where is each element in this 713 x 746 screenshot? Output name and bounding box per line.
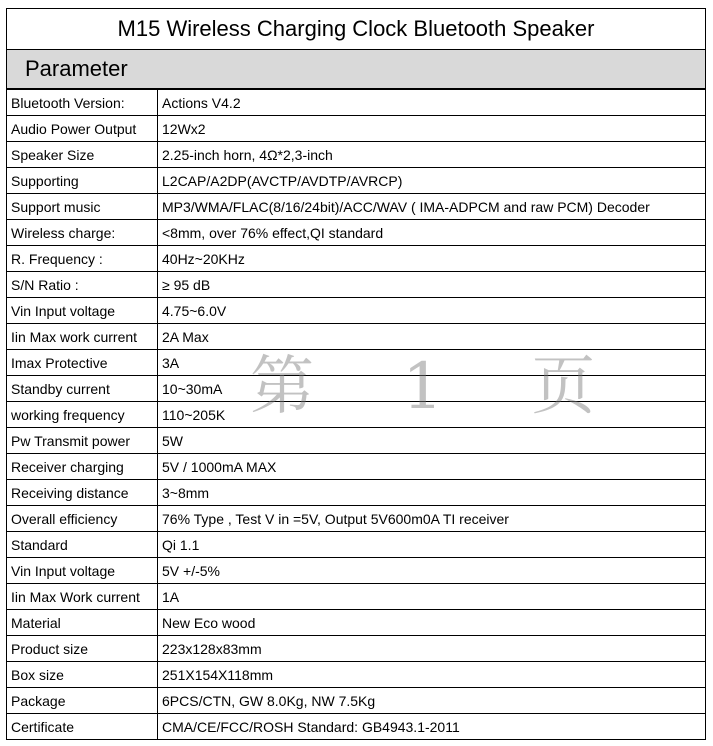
table-row [7, 610, 706, 636]
parameter-value: 1A [158, 584, 706, 610]
parameter-value: 40Hz~20KHz [158, 246, 706, 272]
parameter-value: 2.25-inch horn, 4Ω*2,3-inch [158, 142, 706, 168]
parameter-name: Speaker Size [7, 142, 158, 168]
parameter-name: Bluetooth Version: [7, 90, 158, 116]
parameter-name: Iin Max work current [7, 324, 158, 350]
parameter-name: Standard [7, 532, 158, 558]
parameter-value: Qi 1.1 [158, 532, 706, 558]
parameter-value: L2CAP/A2DP(AVCTP/AVDTP/AVRCP) [158, 168, 706, 194]
parameter-name: Vin Input voltage [7, 298, 158, 324]
parameter-name: Material [7, 610, 158, 636]
parameter-value: 223x128x83mm [158, 636, 706, 662]
table-row [7, 636, 706, 662]
parameter-name: Box size [7, 662, 158, 688]
table-row [7, 480, 706, 506]
table-row [7, 220, 706, 246]
parameter-value: 12Wx2 [158, 116, 706, 142]
table-row [7, 116, 706, 142]
parameter-value: <8mm, over 76% effect,QI standard [158, 220, 706, 246]
parameter-name: Support music [7, 194, 158, 220]
parameter-value: 251X154X118mm [158, 662, 706, 688]
parameter-name: Receiving distance [7, 480, 158, 506]
parameter-value: 5W [158, 428, 706, 454]
table-row [7, 454, 706, 480]
parameter-name: Certificate [7, 714, 158, 740]
table-row [7, 272, 706, 298]
parameter-value: 2A Max [158, 324, 706, 350]
parameter-value: 5V +/-5% [158, 558, 706, 584]
document-title: M15 Wireless Charging Clock Bluetooth Speaker [6, 8, 706, 50]
parameter-table [6, 89, 706, 740]
parameter-value: 5V / 1000mA MAX [158, 454, 706, 480]
parameter-name: Wireless charge: [7, 220, 158, 246]
table-row [7, 376, 706, 402]
table-row [7, 168, 706, 194]
spec-sheet [6, 8, 706, 740]
parameter-value: ≥ 95 dB [158, 272, 706, 298]
section-header: Parameter [6, 50, 706, 89]
parameter-name: S/N Ratio : [7, 272, 158, 298]
parameter-name: Iin Max Work current [7, 584, 158, 610]
page-watermark: 第 1 页 [250, 350, 630, 424]
table-row [7, 584, 706, 610]
table-row [7, 194, 706, 220]
parameter-value: 110~205K [158, 402, 706, 428]
parameter-name: R. Frequency : [7, 246, 158, 272]
parameter-value: 3A [158, 350, 706, 376]
parameter-name: Product size [7, 636, 158, 662]
parameter-value: 3~8mm [158, 480, 706, 506]
parameter-name: Imax Protective [7, 350, 158, 376]
table-row [7, 246, 706, 272]
parameter-value: 4.75~6.0V [158, 298, 706, 324]
table-row [7, 506, 706, 532]
table-row [7, 402, 706, 428]
table-row [7, 714, 706, 740]
parameter-name: Overall efficiency [7, 506, 158, 532]
parameter-name: Supporting [7, 168, 158, 194]
parameter-value: New Eco wood [158, 610, 706, 636]
parameter-name: Package [7, 688, 158, 714]
parameter-value: MP3/WMA/FLAC(8/16/24bit)/ACC/WAV ( IMA-ADPCM and raw PCM) Decoder [158, 194, 706, 220]
parameter-name: Receiver charging [7, 454, 158, 480]
table-row [7, 558, 706, 584]
parameter-name: Audio Power Output [7, 116, 158, 142]
parameter-name: Standby current [7, 376, 158, 402]
table-row [7, 662, 706, 688]
parameter-name: Vin Input voltage [7, 558, 158, 584]
table-row [7, 428, 706, 454]
parameter-value: Actions V4.2 [158, 90, 706, 116]
parameter-value: 10~30mA [158, 376, 706, 402]
table-row [7, 350, 706, 376]
table-row [7, 324, 706, 350]
parameter-value: 6PCS/CTN, GW 8.0Kg, NW 7.5Kg [158, 688, 706, 714]
table-row [7, 90, 706, 116]
parameter-name: Pw Transmit power [7, 428, 158, 454]
parameter-name: working frequency [7, 402, 158, 428]
table-row [7, 142, 706, 168]
parameter-value: CMA/CE/FCC/ROSH Standard: GB4943.1-2011 [158, 714, 706, 740]
table-row [7, 688, 706, 714]
parameter-value: 76% Type , Test V in =5V, Output 5V600m0A TI receiver [158, 506, 706, 532]
table-row [7, 532, 706, 558]
table-row [7, 298, 706, 324]
